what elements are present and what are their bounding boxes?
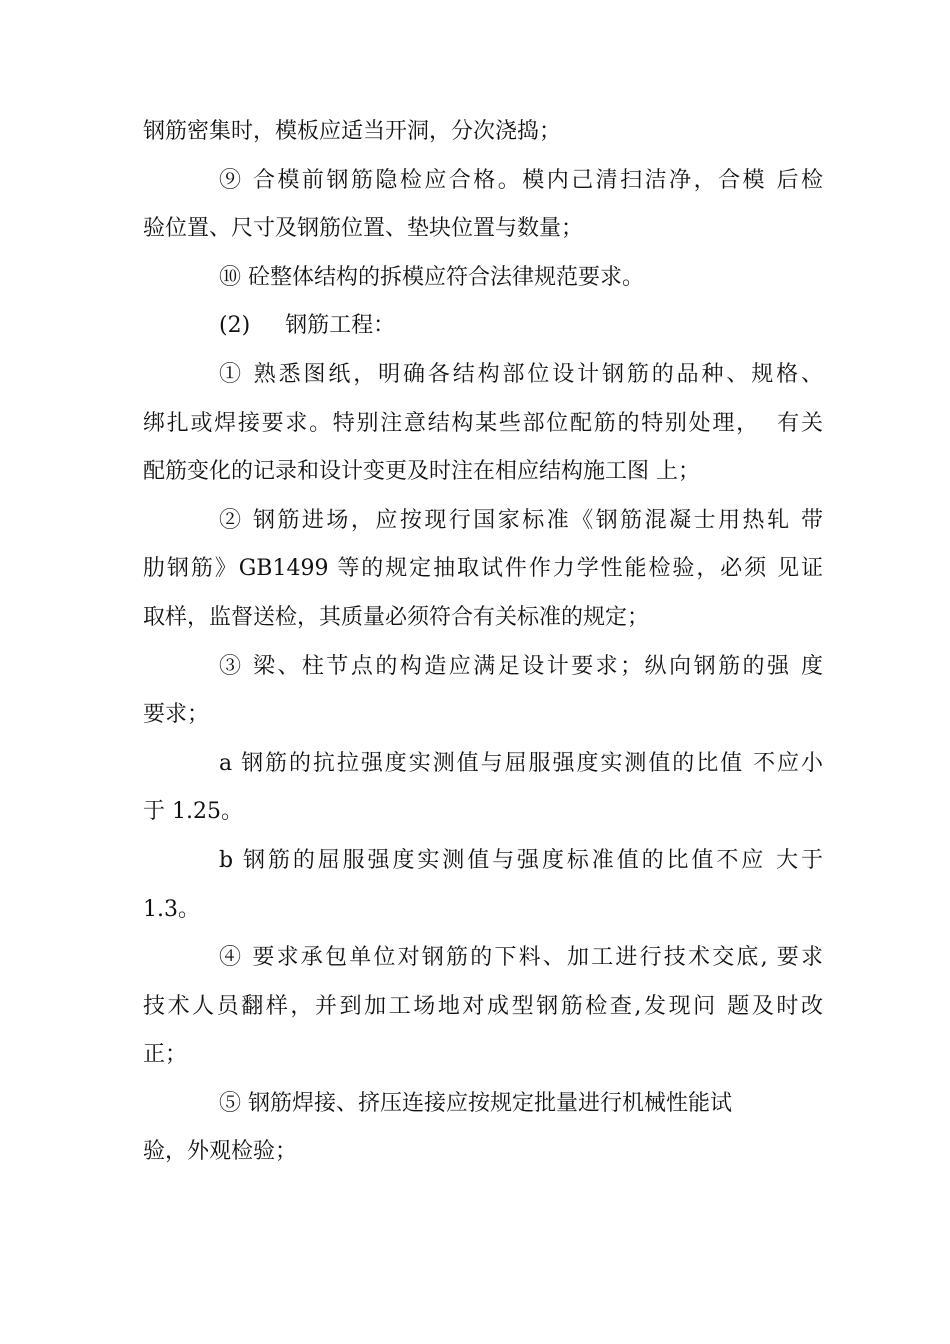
text-line: 1.3。 <box>143 896 200 922</box>
text-line: b 钢筋的屈服强度实测值与强度标准值的比值不应 大于 <box>219 847 823 873</box>
text-line: 验位置、尺寸及钢筋位置、垫块位置与数量； <box>143 216 584 242</box>
text-line: 绑扎或焊接要求。特别注意结构某些部位配筋的特别处理， 有关 <box>143 410 823 436</box>
text-line: 正； <box>143 1042 188 1068</box>
text-line: ⑩ 砼整体结构的拆模应符合法律规范要求。 <box>219 264 644 290</box>
text-line: 验，外观检验； <box>143 1139 298 1165</box>
text-line: ⑤ 钢筋焊接、挤压连接应按规定批量进行机械性能试 <box>219 1090 732 1116</box>
text-line: 钢筋密集时，模板应适当开洞，分次浇捣； <box>143 119 562 144</box>
text-line: ④ 要求承包单位对钢筋的下料、加工进行技术交底, 要求 <box>219 945 823 971</box>
text-line: 肋钢筋》GB1499 等的规定抽取试件作力学性能检验，必须 见证 <box>143 556 823 582</box>
text-line: 取样，监督送检，其质量必须符合有关标准的规定； <box>143 604 650 630</box>
text-line: ⑨ 合模前钢筋隐检应合格。模内己清扫洁净，合模 后检 <box>219 167 823 193</box>
document-body <box>143 108 823 1177</box>
text-line: (2) 钢筋工程： <box>219 313 396 339</box>
text-line: ② 钢筋进场，应按现行国家标准《钢筋混凝士用热轧 带 <box>219 507 823 533</box>
text-line: a 钢筋的抗拉强度实测值与屈服强度实测值的比值 不应小 <box>219 750 823 776</box>
text-line: 技术人员翻样，并到加工场地对成型钢筋检查,发现问 题及时改 <box>143 993 823 1019</box>
text-line: ① 熟悉图纸，明确各结构部位设计钢筋的品种、规格、 <box>219 361 823 387</box>
text-line: 配筋变化的记录和设计变更及时注在相应结构施工图 上； <box>143 459 700 485</box>
text-line: ③ 梁、柱节点的构造应满足设计要求；纵向钢筋的强 度 <box>219 653 823 679</box>
text-line: 要求； <box>143 702 210 728</box>
text-line: 于 1.25。 <box>143 799 243 825</box>
